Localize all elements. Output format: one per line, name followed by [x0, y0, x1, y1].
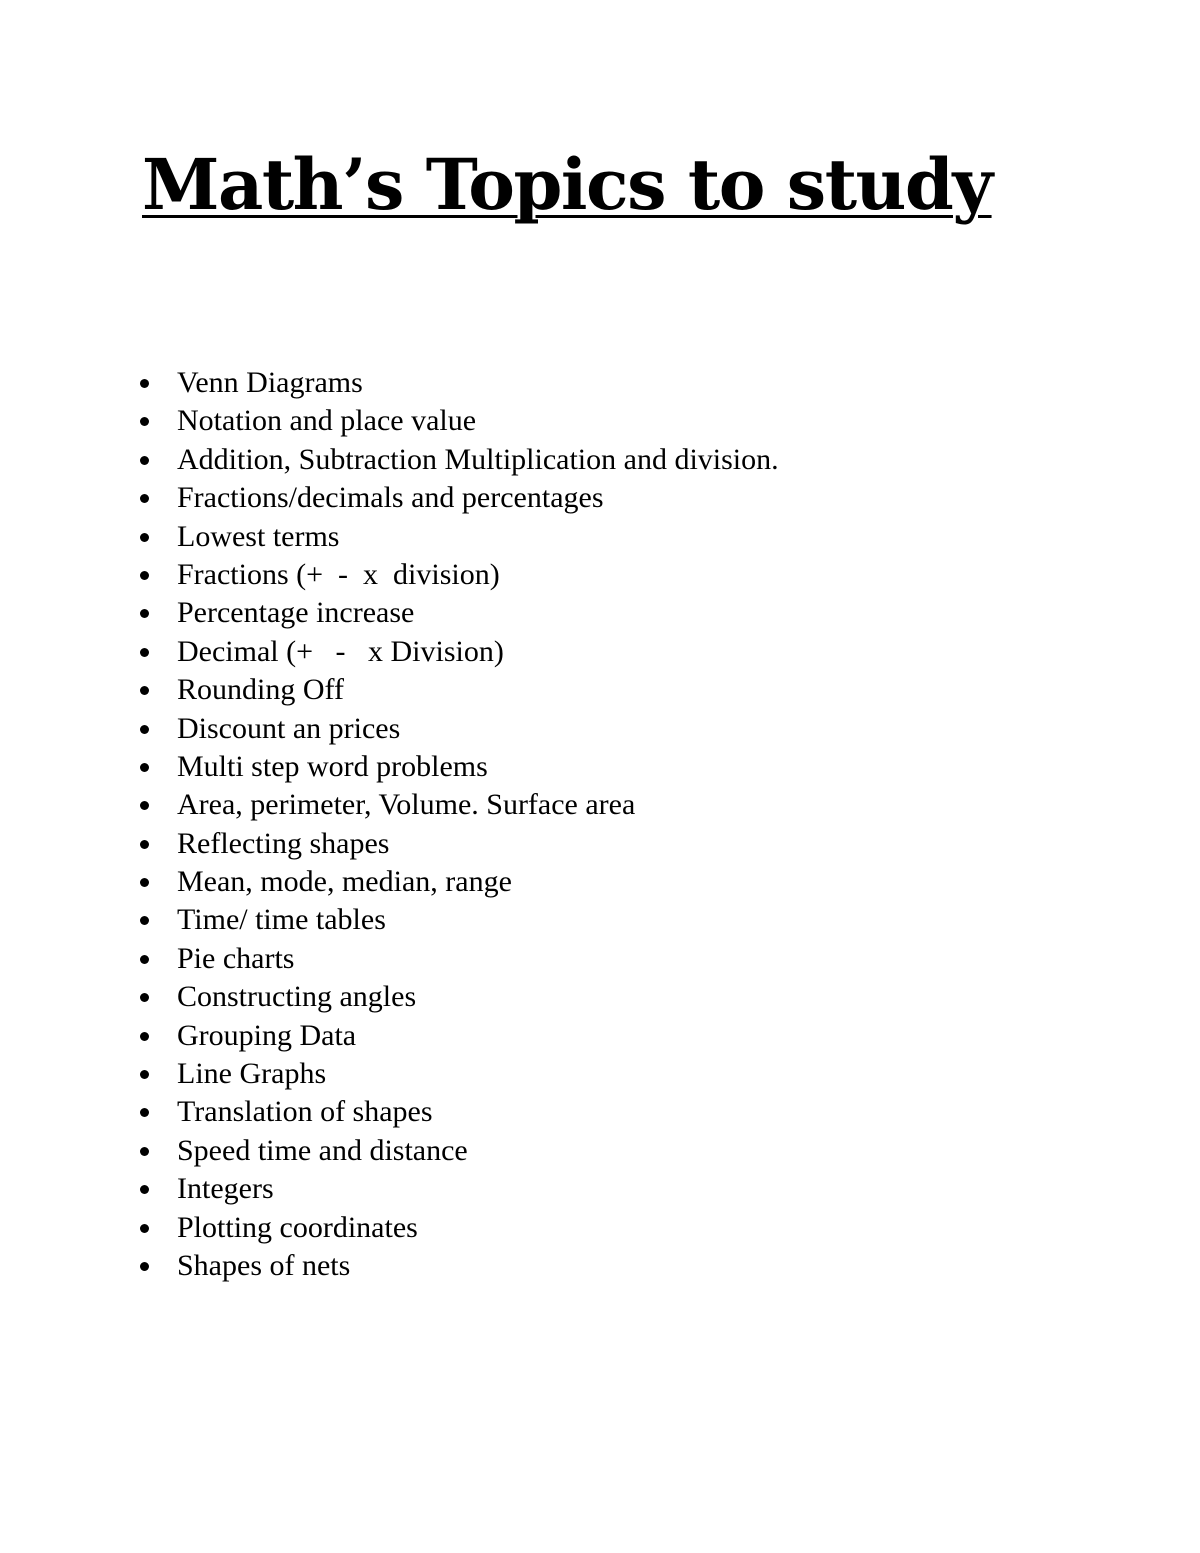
topic-label: Constructing angles	[177, 980, 417, 1014]
topic-label: Venn Diagrams	[177, 366, 363, 399]
topic-label: Fractions/decimals and percentages	[177, 481, 604, 515]
topic-label: Notation and place value	[177, 404, 477, 438]
topic-label: Discount an prices	[177, 711, 401, 745]
bullet-icon	[140, 955, 149, 964]
bullet-icon	[140, 456, 149, 465]
bullet-icon	[140, 379, 149, 388]
bullet-icon	[140, 1185, 149, 1194]
topic-label: Pie charts	[177, 941, 295, 975]
topic-label: Speed time and distance	[177, 1133, 468, 1167]
topic-label: Reflecting shapes	[177, 826, 390, 860]
bullet-icon	[140, 533, 149, 542]
bullet-icon	[140, 916, 149, 925]
topic-label: Integers	[177, 1172, 274, 1206]
topic-label: Percentage increase	[177, 596, 415, 630]
bullet-icon	[140, 417, 149, 426]
topic-label: Grouping Data	[177, 1018, 357, 1052]
topic-label: Rounding Off	[177, 673, 344, 707]
bullet-icon	[140, 1108, 149, 1117]
topic-label: Fractions (+ - x division)	[177, 557, 500, 591]
bullet-icon	[140, 1262, 149, 1271]
bullet-icon	[140, 1147, 149, 1156]
topic-label: Addition, Subtraction Multiplication and division.	[177, 442, 779, 476]
topic-label: Shapes of nets	[177, 1248, 351, 1282]
page-title: Math’s Topics to study	[142, 143, 992, 226]
bullet-icon	[140, 801, 149, 810]
topic-label: Mean, mode, median, range	[177, 865, 512, 899]
bullet-icon	[140, 725, 149, 734]
bullet-icon	[140, 648, 149, 657]
bullet-icon	[140, 686, 149, 695]
bullet-icon	[140, 1032, 149, 1041]
topic-label: Lowest terms	[177, 519, 340, 553]
topic-label: Time/ time tables	[177, 903, 386, 937]
bullet-icon	[140, 609, 149, 618]
topic-label: Plotting coordinates	[177, 1210, 418, 1244]
bullet-icon	[140, 1070, 149, 1079]
bullet-icon	[140, 763, 149, 772]
bullet-icon	[140, 494, 149, 503]
bullet-icon	[140, 1224, 149, 1233]
bullet-icon	[140, 993, 149, 1002]
topic-label: Line Graphs	[177, 1057, 327, 1091]
topic-label: Area, perimeter, Volume. Surface area	[177, 788, 636, 822]
topic-label: Decimal (+ - x Division)	[177, 634, 504, 668]
bullet-icon	[140, 840, 149, 849]
bullet-icon	[140, 878, 149, 887]
topic-label: Translation of shapes	[177, 1095, 433, 1129]
bullet-icon	[140, 571, 149, 580]
topic-label: Multi step word problems	[177, 749, 488, 783]
